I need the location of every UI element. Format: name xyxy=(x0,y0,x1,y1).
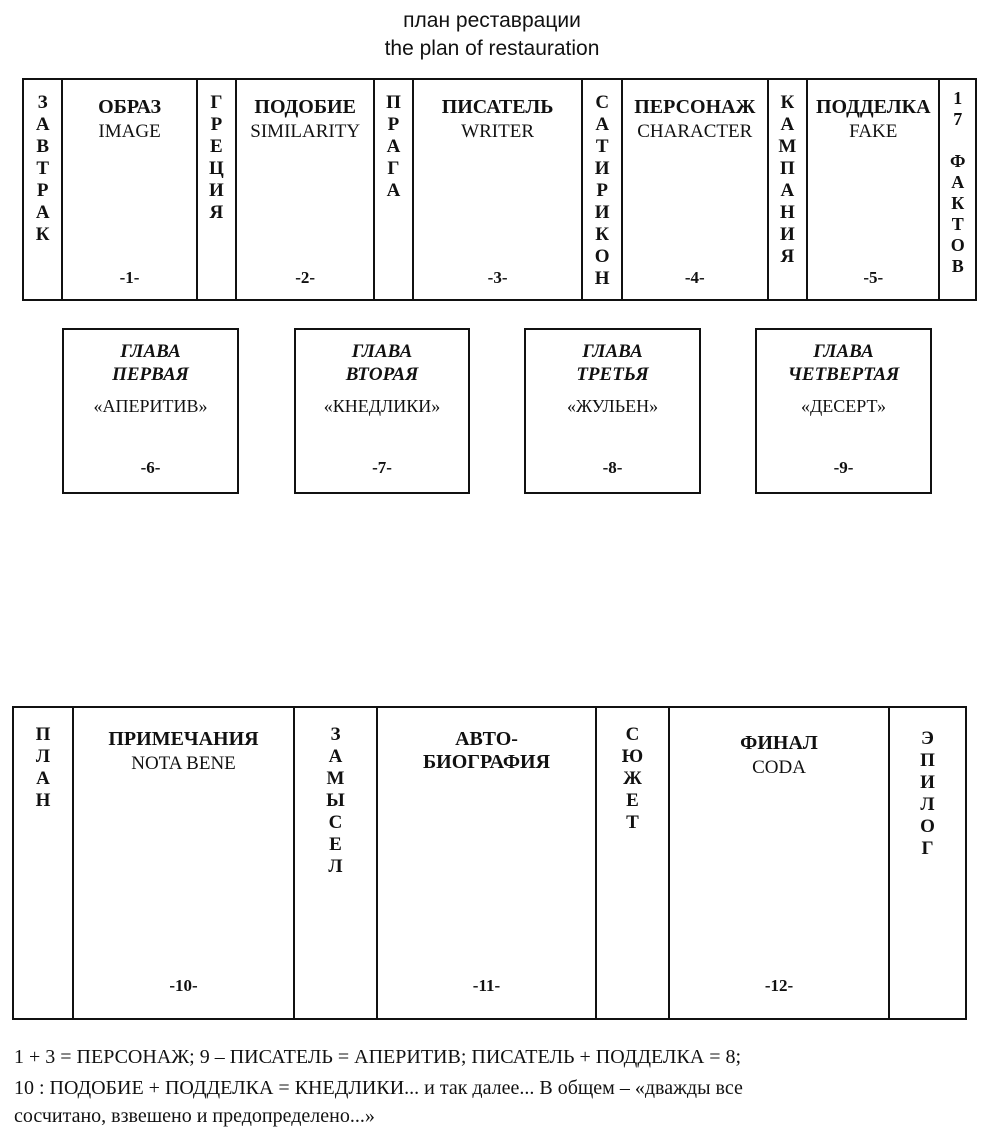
cell-zamysel xyxy=(295,708,378,1018)
chapter-2-line1: ГЛАВА xyxy=(351,341,413,362)
vertical-letter: Я xyxy=(209,202,224,223)
vertical-letter: А xyxy=(36,768,50,789)
vertical-letter: Л xyxy=(328,856,343,877)
final-en: CODA xyxy=(752,757,806,778)
vertical-letter: Р xyxy=(596,180,608,201)
cell-writer xyxy=(414,80,584,299)
footer-line-2: 10 : ПОДОБИЕ + ПОДДЕЛКА = КНЕДЛИКИ... и так далее... В общем – «дважды все xyxy=(14,1077,743,1099)
footer-line-1: 1 + 3 = ПЕРСОНАЖ; 9 – ПИСАТЕЛЬ = АПЕРИТИВ; ПИСАТЕЛЬ + ПОДДЕЛКА = 8; xyxy=(14,1046,742,1068)
chapter-3-num: -8- xyxy=(602,458,623,477)
chapter-3-line2: ТРЕТЬЯ xyxy=(576,364,649,385)
vertical-letter: А xyxy=(951,172,965,192)
chapter-4-line2: ЧЕТВЕРТАЯ xyxy=(787,364,900,385)
vertical-letter: К xyxy=(951,193,965,213)
vertical-letter: А xyxy=(595,114,610,135)
notes-ru: ПРИМЕЧАНИЯ xyxy=(108,728,259,750)
vertical-letter: В xyxy=(951,256,964,276)
image-ru: ОБРАЗ xyxy=(98,96,162,118)
similarity-num: -2- xyxy=(295,268,316,287)
vertical-letter: О xyxy=(594,246,610,267)
vertical-letter: Э xyxy=(921,728,934,749)
vertical-letter: Н xyxy=(594,268,610,289)
chapter-1-box xyxy=(62,328,239,494)
cell-kampaniya xyxy=(769,80,808,299)
vertical-letter: Ю xyxy=(621,746,644,767)
chapter-1-line2: ПЕРВАЯ xyxy=(112,364,189,385)
vertical-letter: А xyxy=(780,114,795,135)
cell-fake xyxy=(808,80,940,299)
vertical-letter: П xyxy=(35,724,51,745)
vertical-letter: А xyxy=(386,136,401,157)
vertical-letter: С xyxy=(595,92,610,113)
chapter-4-box xyxy=(755,328,932,494)
vertical-letter: Л xyxy=(920,794,935,815)
vertical-letter: О xyxy=(920,816,935,837)
vertical-letter: А xyxy=(35,202,50,223)
vertical-letter: К xyxy=(35,224,50,245)
vertical-letter: С xyxy=(328,812,343,833)
vertical-letter: И xyxy=(209,180,224,201)
vertical-letter: З xyxy=(37,92,48,113)
vertical-letter: Н xyxy=(780,202,795,223)
chapter-1-line1: ГЛАВА xyxy=(120,341,181,362)
vertical-letter: С xyxy=(625,724,640,745)
vertical-letter: Г xyxy=(387,158,400,179)
autobio-num: -11- xyxy=(472,976,501,995)
chapter-1-dish: «АПЕРИТИВ» xyxy=(93,396,208,416)
vertical-letter: А xyxy=(780,180,795,201)
vertical-letter: Р xyxy=(210,114,223,135)
character-ru: ПЕРСОНАЖ xyxy=(634,96,756,118)
chapter-4-dish: «ДЕСЕРТ» xyxy=(800,396,887,416)
vertical-letter: Т xyxy=(36,158,50,179)
cell-plan xyxy=(14,708,74,1018)
vertical-letter: Р xyxy=(36,180,49,201)
vertical-letter: Т xyxy=(595,136,609,157)
fake-en: FAKE xyxy=(849,121,898,142)
vertical-letter: Р xyxy=(387,114,400,135)
vertical-letter: М xyxy=(778,136,797,157)
cell-greciya xyxy=(198,80,237,299)
vertical-letter: И xyxy=(780,224,795,245)
vertical-letter: О xyxy=(950,235,965,255)
cell-facts xyxy=(940,80,975,299)
vertical-letter: П xyxy=(386,92,401,113)
fake-ru: ПОДДЕЛКА xyxy=(816,96,931,118)
similarity-en: SIMILARITY xyxy=(250,121,361,142)
vertical-letter: И xyxy=(920,772,935,793)
vertical-letter: В xyxy=(36,136,50,157)
character-en: CHARACTER xyxy=(637,121,753,142)
vertical-letter: Я xyxy=(780,246,795,267)
title-en: the plan of restauration xyxy=(384,37,600,60)
fake-num: -5- xyxy=(863,268,884,287)
vertical-letter: Т xyxy=(626,812,639,833)
vertical-letter: Е xyxy=(210,136,223,157)
final-num: -12- xyxy=(764,976,794,995)
vertical-letter: Ж xyxy=(623,768,642,789)
top-strip xyxy=(22,78,977,301)
chapter-1-num: -6- xyxy=(140,458,161,477)
cell-final xyxy=(670,708,890,1018)
vertical-letter: П xyxy=(780,158,795,179)
cell-notes xyxy=(74,708,295,1018)
chapter-3-line1: ГЛАВА xyxy=(582,341,643,362)
autobio-ru1: АВТО- xyxy=(455,728,518,750)
vertical-letter: Т xyxy=(951,214,964,234)
writer-ru: ПИСАТЕЛЬ xyxy=(441,96,554,118)
vertical-letter: К xyxy=(595,224,610,245)
vertical-letter: Ы xyxy=(326,790,345,811)
chapter-3-dish: «ЖУЛЬЕН» xyxy=(566,396,659,416)
chapter-2-box xyxy=(294,328,470,494)
vertical-letter: М xyxy=(326,768,345,789)
vertical-letter: 7 xyxy=(953,109,963,129)
vertical-letter: Л xyxy=(35,746,51,767)
footer-line-3: сосчитано, взвешено и предопределено...» xyxy=(14,1105,375,1127)
notes-num: -10- xyxy=(169,976,198,995)
vertical-letter: Г xyxy=(210,92,223,113)
vertical-letter: И xyxy=(594,202,610,223)
writer-num: -3- xyxy=(487,268,508,287)
vertical-letter: Е xyxy=(329,834,342,855)
vertical-letter: З xyxy=(330,724,341,745)
cell-character xyxy=(623,80,769,299)
chapter-4-line1: ГЛАВА xyxy=(813,341,874,362)
notes-en: NOTA BENE xyxy=(131,753,236,774)
vertical-letter: И xyxy=(594,158,610,179)
cell-zavtrak xyxy=(24,80,63,299)
cell-epilog xyxy=(890,708,965,1018)
vertical-letter: Е xyxy=(626,790,639,811)
writer-en: WRITER xyxy=(461,121,534,142)
vertical-letter: К xyxy=(780,92,795,113)
vertical-letter: П xyxy=(920,750,935,771)
title-ru: план реставрации xyxy=(403,9,581,32)
vertical-letter: А xyxy=(328,746,343,767)
vertical-letter xyxy=(955,130,960,151)
similarity-ru: ПОДОБИЕ xyxy=(254,96,356,118)
cell-image xyxy=(63,80,197,299)
image-en: IMAGE xyxy=(98,121,161,142)
vertical-letter: А xyxy=(386,180,401,201)
vertical-letter: А xyxy=(35,114,50,135)
image-num: -1- xyxy=(119,268,140,287)
chapter-2-num: -7- xyxy=(372,458,392,477)
chapter-2-line2: ВТОРАЯ xyxy=(345,364,419,385)
autobio-ru2: БИОГРАФИЯ xyxy=(422,751,551,773)
bottom-strip xyxy=(12,706,967,1020)
final-ru: ФИНАЛ xyxy=(740,732,818,754)
chapter-4-num: -9- xyxy=(833,458,854,477)
vertical-letter: Н xyxy=(35,790,51,811)
character-num: -4- xyxy=(684,268,705,287)
chapter-3-box xyxy=(524,328,701,494)
cell-satirikon xyxy=(583,80,622,299)
vertical-letter: Ф xyxy=(950,151,966,171)
cell-syuzhet xyxy=(597,708,670,1018)
cell-similarity xyxy=(237,80,375,299)
chapter-2-dish: «КНЕДЛИКИ» xyxy=(323,396,441,416)
vertical-letter: 1 xyxy=(953,88,963,108)
vertical-letter: Ц xyxy=(209,158,224,179)
cell-praga xyxy=(375,80,413,299)
vertical-letter: Г xyxy=(921,838,934,859)
cell-autobio xyxy=(378,708,597,1018)
